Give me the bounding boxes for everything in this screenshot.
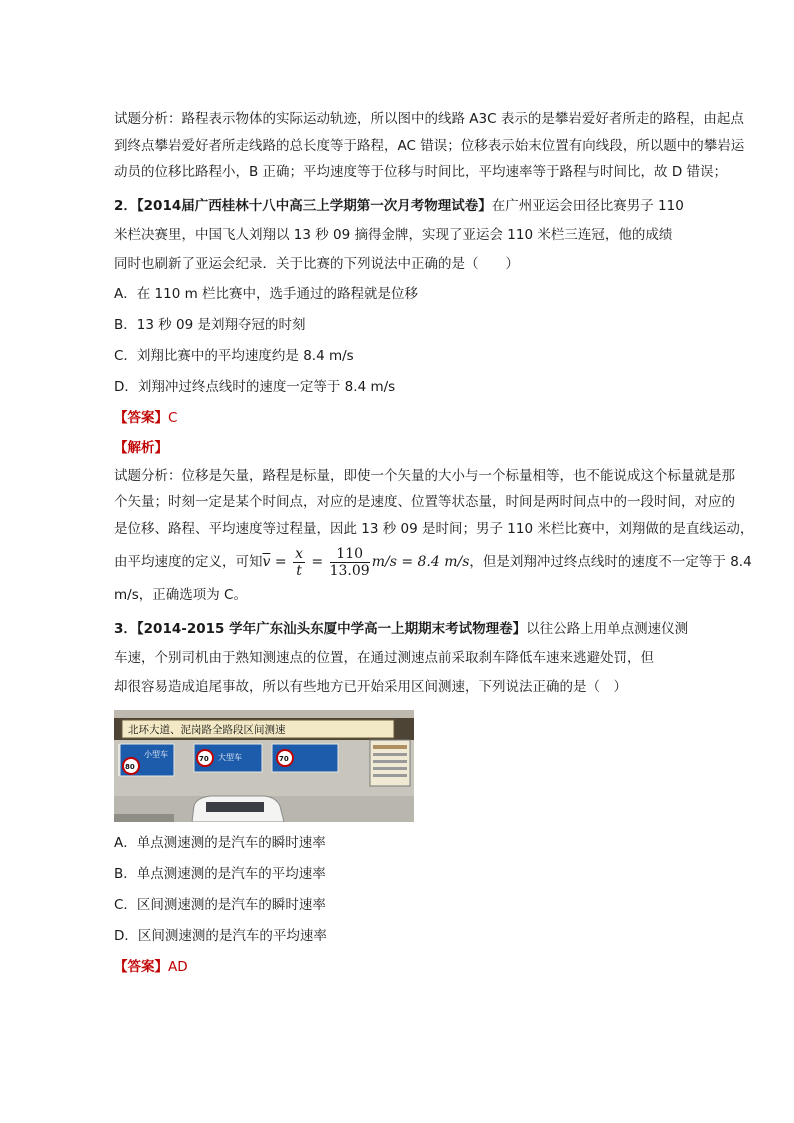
question-2-stem-line-2: 米栏决赛里，中国飞人刘翔以 13 秒 09 摘得金牌，实现了亚运会 110 米栏三连冠，他的成绩 (114, 226, 673, 243)
formula-prefix: 由平均速度的定义，可知 (114, 554, 263, 570)
question-2-source: 【2014届广西桂林十八中高三上学期第一次月考物理试卷】 (136, 197, 492, 214)
analysis-1-line-1: 试题分析：路程表示物体的实际运动轨迹，所以图中的线路 A3C 表示的是攀岩爱好者所走的路程，由起点 (114, 111, 744, 127)
question-2-option-a: A．在 110 m 栏比赛中，选手通过的路程就是位移 (114, 285, 419, 302)
question-2-option-b: B．13 秒 09 是刘翔夺冠的时刻 (114, 316, 306, 333)
question-2-stem-text: 在广州亚运会田径比赛男子 110 (491, 197, 684, 214)
question-3-option-d: D．区间测速测的是汽车的平均速率 (114, 927, 327, 944)
question-2-analysis-line-5: m/s，正确选项为 C。 (114, 587, 247, 603)
fraction-denominator-1309: 13.09 (329, 562, 370, 579)
question-2-formula-line (114, 542, 770, 582)
question-2-answer (114, 403, 770, 433)
sign-70-b: 70 (279, 754, 289, 763)
question-2-analysis-line-2: 个矢量；时刻一定是某个时间点，对应的是速度、位置等状态量，时间是两时间点中的一段时间，对应的 (114, 494, 735, 510)
average-velocity-formula (263, 542, 470, 582)
formula-suffix: ，但是刘翔冲过终点线时的速度不一定等于 8.4 (469, 554, 752, 570)
answer-tag: 【答案】 (114, 958, 168, 975)
speed-camera-sign-photo (114, 710, 414, 822)
question-2-stem-line-1 (114, 192, 770, 221)
question-2-number: 2． (114, 197, 137, 214)
answer-value: AD (168, 958, 188, 975)
fraction-numerator-110: 110 (330, 546, 370, 563)
question-2-option-d: D．刘翔冲过终点线时的速度一定等于 8.4 m/s (114, 378, 396, 395)
sign-small-car: 小型车 (144, 749, 168, 759)
question-2-analysis-line-1: 试题分析：位移是矢量，路程是标量，即使一个矢量的大小与一个标量相等，也不能说成这个标量就是那 (114, 467, 735, 484)
sign-photo-illustration (114, 710, 414, 822)
document-content (114, 106, 770, 982)
sign-80: 80 (125, 762, 135, 771)
sign-70-a: 70 (199, 754, 209, 763)
formula-eq-1: = (270, 554, 292, 570)
question-3-number: 3． (114, 620, 137, 637)
question-3-stem-line-3: 却很容易造成追尾事故，所以有些地方已开始采用区间测速，下列说法正确的是（ ） (114, 678, 627, 695)
formula-eq-2: = (306, 554, 328, 570)
answer-tag: 【答案】 (114, 409, 168, 426)
question-3-source: 【2014-2015 学年广东汕头东厦中学高一上期期末考试物理卷】 (136, 620, 527, 637)
fraction-denominator-t: t (296, 562, 302, 579)
question-3-stem-line-1 (114, 615, 770, 644)
analysis-tag: 【解析】 (114, 439, 168, 456)
formula-v: $\overline{v}$ (262, 554, 271, 570)
analysis-1-line-3: 动员的位移比路程小，B 正确；平均速度等于位移与时间比，平均速率等于路程与时间比，故 D 错误； (114, 164, 728, 180)
formula-unit: m/s = 8.4 m/s (371, 554, 470, 570)
sign-big-car-a: 大型车 (218, 752, 242, 762)
question-3-stem-text: 以往公路上用单点测速仪测 (526, 620, 689, 637)
question-3-stem-line-2: 车速，个别司机由于熟知测速点的位置，在通过测速点前采取刹车降低车速来逃避处罚，但 (114, 649, 654, 666)
fraction-numerator-x: x (295, 545, 303, 562)
question-3-option-c: C．区间测速测的是汽车的瞬时速率 (114, 896, 326, 913)
sign-banner-text: 北环大道、泥岗路全路段区间测速 (128, 723, 286, 736)
question-3-answer (114, 952, 770, 982)
question-3-option-a: A．单点测速测的是汽车的瞬时速率 (114, 834, 326, 851)
question-2-analysis-line-3: 是位移、路程、平均速度等过程量，因此 13 秒 09 是时间；男子 110 米栏比赛中，刘翔做的是直线运动， (114, 520, 754, 537)
question-3-option-b: B．单点测速测的是汽车的平均速率 (114, 865, 326, 882)
answer-value: C (168, 409, 178, 426)
fraction-110-over-1309 (330, 546, 370, 579)
question-2-analysis-tag (114, 433, 770, 463)
fraction-x-over-t (293, 546, 305, 579)
question-2-option-c: C．刘翔比赛中的平均速度约是 8.4 m/s (114, 347, 354, 364)
analysis-1-line-2: 到终点攀岩爱好者所走线路的总长度等于路程，AC 错误；位移表示始末位置有向线段，所以题中的攀岩运 (114, 137, 745, 154)
question-2-stem-line-3: 同时也刷新了亚运会纪录．关于比赛的下列说法中正确的是（ ） (114, 255, 519, 272)
